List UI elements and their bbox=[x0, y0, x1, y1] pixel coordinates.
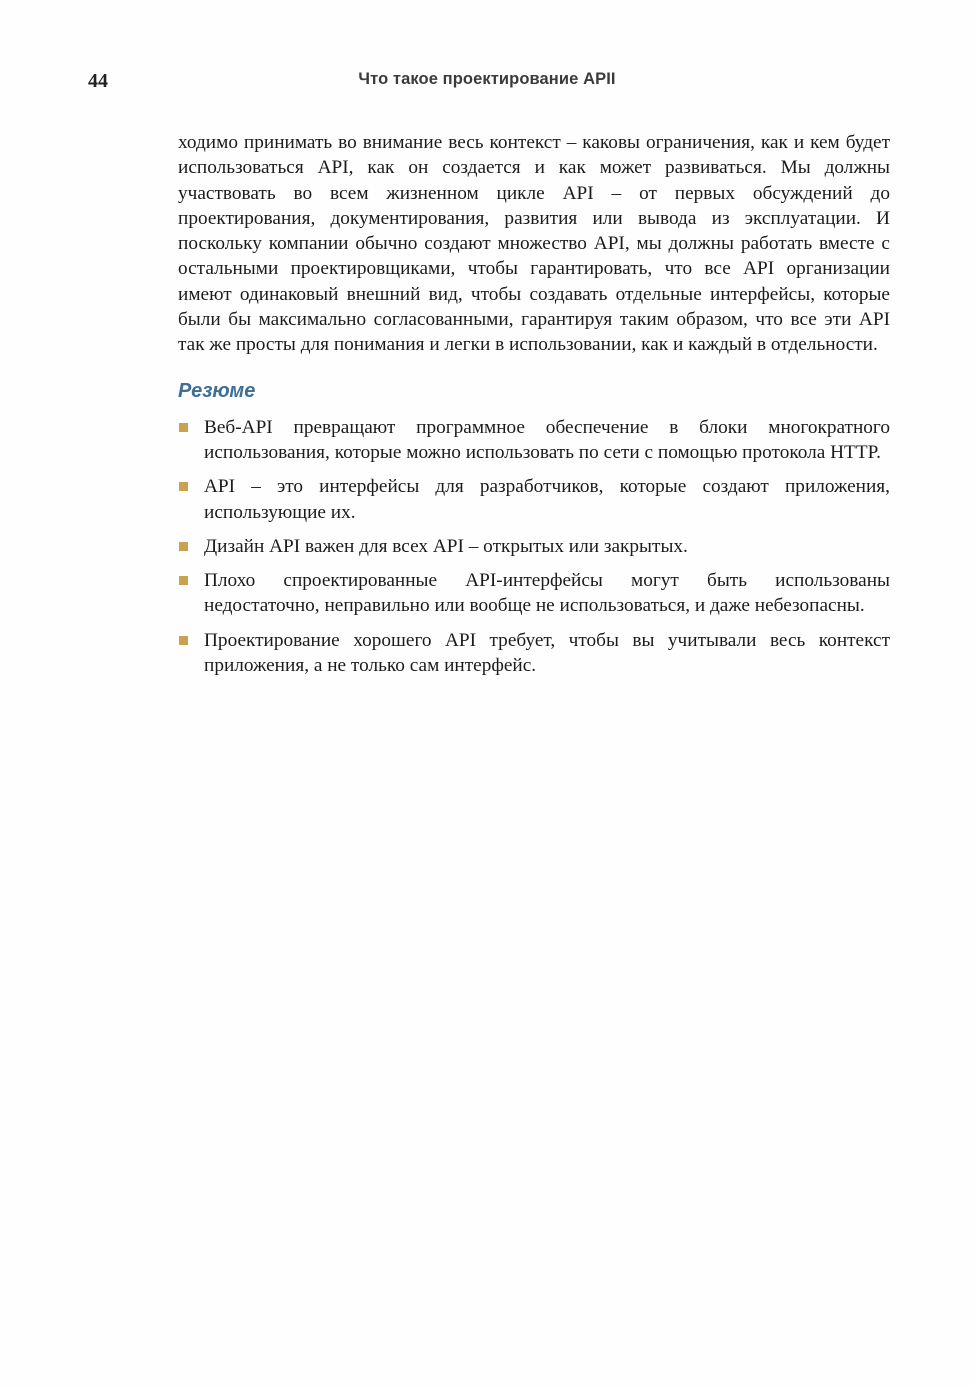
bullet-square-icon bbox=[179, 576, 188, 585]
bullet-square-icon bbox=[179, 542, 188, 551]
list-item bbox=[178, 474, 890, 525]
bullet-text: Плохо спроектированные API-интерфейсы могут быть использованы недостаточно, неправильно или вообще не использоваться, и даже небезопасны. bbox=[204, 570, 890, 617]
bullet-text: Веб-API превращают программное обеспечение в блоки многократного использования, которые можно использовать по сети с помощью протокола HTTP. bbox=[204, 416, 890, 463]
bullet-square-icon bbox=[179, 423, 188, 432]
bullet-text: Проектирование хорошего API требует, чтобы вы учитывали весь контекст приложения, а не только сам интерфейс. bbox=[204, 629, 890, 677]
body-paragraph: ходимо принимать во внимание весь контекст – каковы ограничения, как и кем будет использоваться API, как он создается и как может развиваться. Мы должны участвовать во всем жизненном цикле API – от первых обсуждений до проектирования, документирования, развития или вывода из эксплуатации. И поскольку компании обычно создают множество API, мы должны работать вместе с остальными проектировщиками, чтобы гарантировать, что все API организации имеют одинаковый внешний вид, чтобы создавать отдельные интерфейсы, которые были бы максимально согласованными, гарантируя таким образом, что все эти API так же просты для понимания и легки в использовании, как и каждый в отдельности. bbox=[178, 132, 890, 356]
bullet-square-icon bbox=[179, 636, 188, 645]
summary-bullet-list bbox=[178, 415, 890, 679]
bullet-square-icon bbox=[179, 482, 188, 491]
list-item bbox=[178, 628, 890, 679]
bullet-text: Дизайн API важен для всех API – открытых или закрытых. bbox=[204, 535, 688, 557]
chapter-header-title: Что такое проектирование APII bbox=[358, 70, 616, 88]
list-item bbox=[178, 568, 890, 619]
running-head bbox=[0, 70, 974, 94]
page-number: 44 bbox=[88, 70, 108, 92]
bullet-text: API – это интерфейсы для разработчиков, которые создают приложения, использующие их. bbox=[204, 476, 890, 523]
section-heading-summary: Резюме bbox=[178, 379, 256, 402]
text-block bbox=[178, 130, 890, 687]
list-item bbox=[178, 415, 890, 466]
list-item bbox=[178, 534, 890, 559]
